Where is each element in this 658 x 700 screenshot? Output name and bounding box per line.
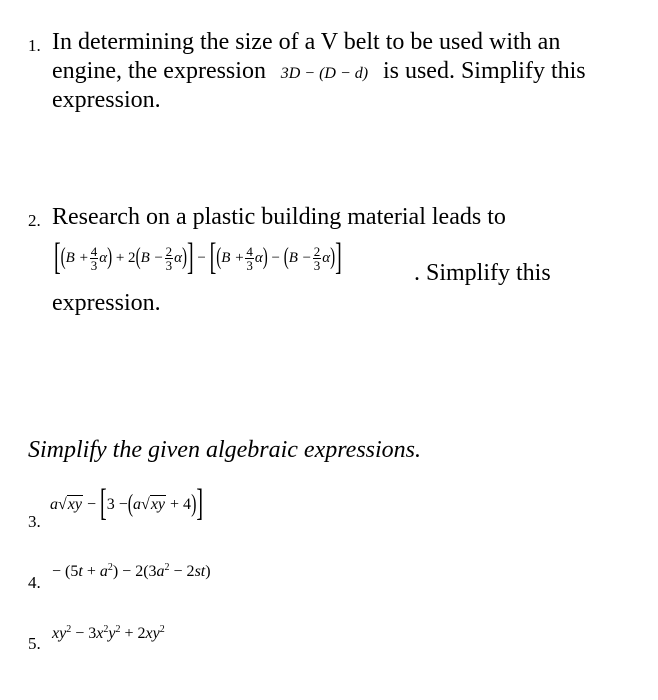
problem-1-line-2-pre: engine, the expression: [52, 58, 266, 84]
problem-3-number: 3.: [28, 512, 41, 531]
problem-2-expression: [ ( B + $\frac{4}{3}$ α ) + 2 ( B − $\frac{2}{3}$ α ) ] − [ ( B + $\frac{4}{3}$ α ) − ( B − $\frac{2}{3}$ α ) ]: [54, 236, 342, 278]
problem-4-number: 4.: [28, 573, 41, 592]
problem-1-line-3: expression.: [52, 87, 161, 113]
problem-1-expression: 3D − (D − d): [280, 65, 369, 82]
problem-1-line-2-post: is used. Simplify this: [382, 58, 586, 84]
problem-2-tail: . Simplify this: [414, 260, 551, 286]
problem-1-number: 1.: [28, 36, 41, 55]
problem-5-expression: $xy^2 - 3x^2y^2 + 2xy^2$: [52, 624, 165, 642]
problem-1-line-1: In determining the size of a V belt to be used with an: [52, 29, 561, 55]
problem-2-number: 2.: [28, 211, 41, 230]
problem-2-line-3: expression.: [52, 290, 161, 316]
section-heading: Simplify the given algebraic expressions.: [28, 437, 422, 463]
problem-2-line-1: Research on a plastic building material leads to: [52, 204, 506, 230]
problem-3-expression: a √ xy − [ 3 − ( a √ xy + 4 ) ]: [50, 482, 204, 525]
problem-4-expression: − $(5t + a^2) - 2(3a^2 - 2st)$: [52, 562, 211, 580]
problem-5-number: 5.: [28, 634, 41, 653]
